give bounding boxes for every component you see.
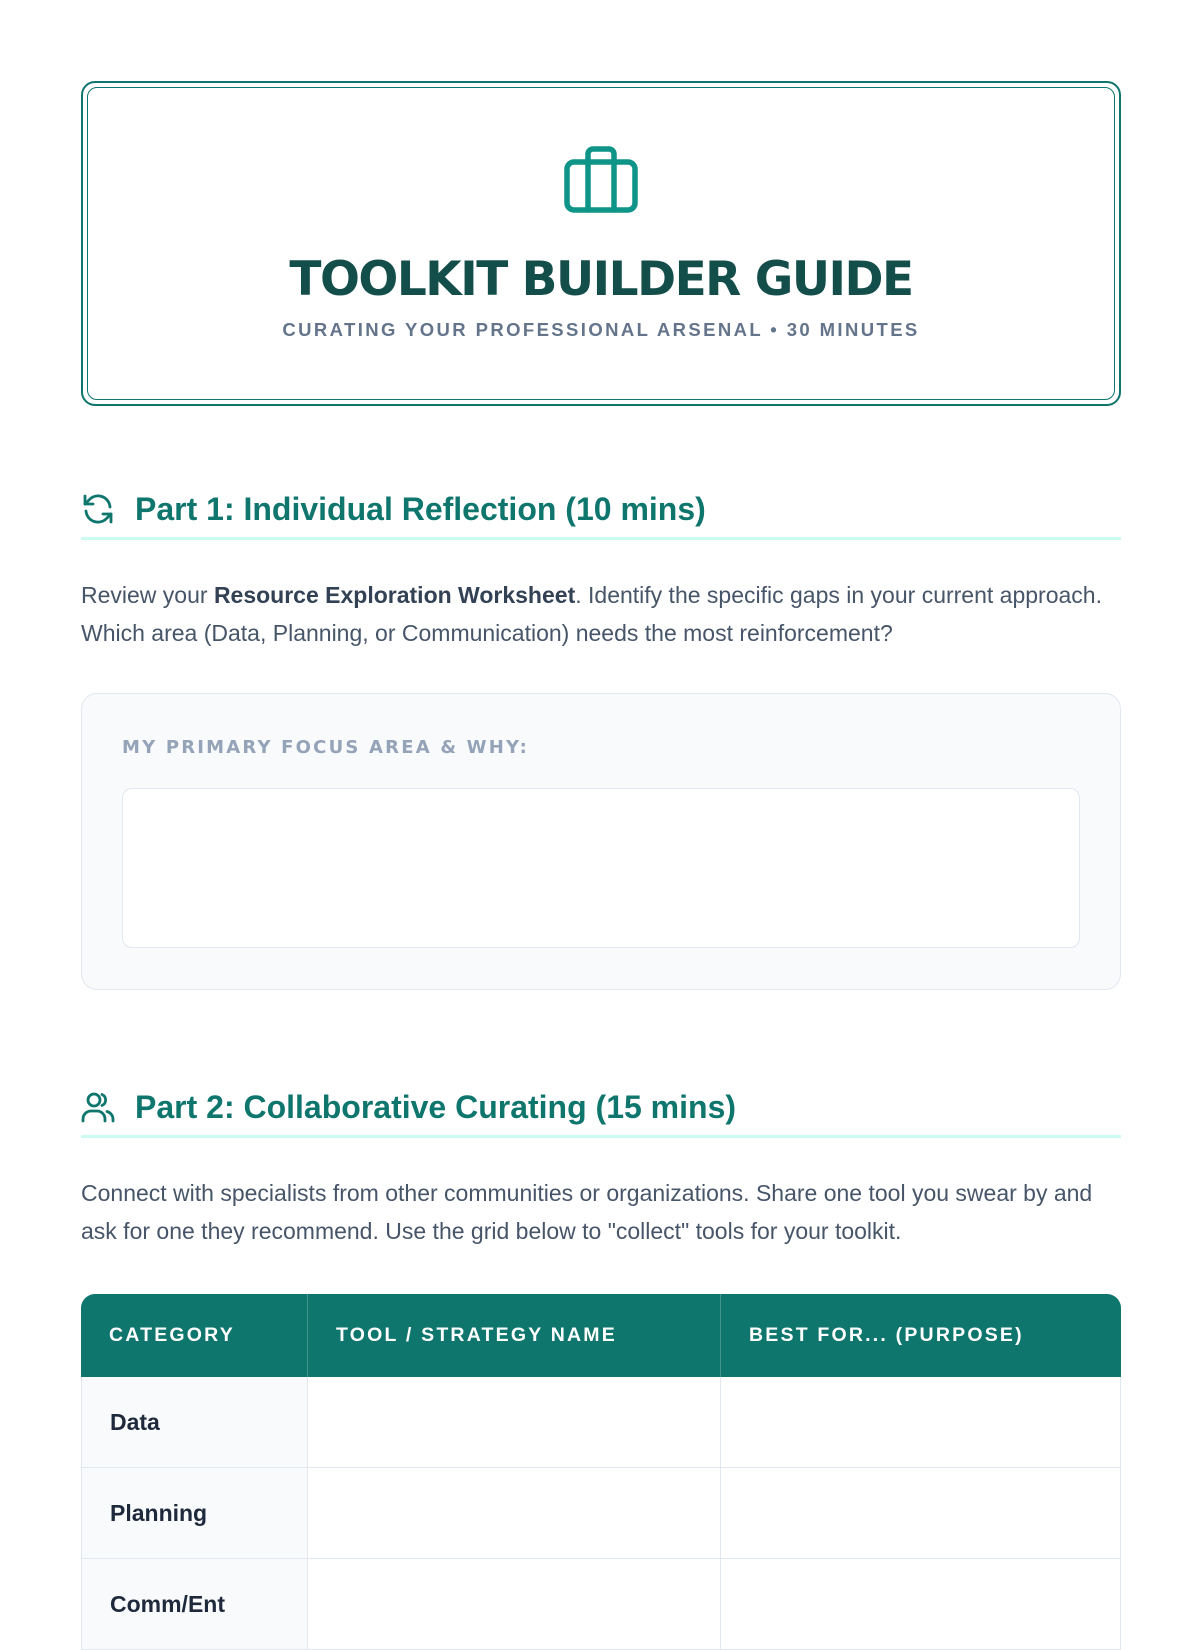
focus-area-box <box>81 693 1121 990</box>
table-row <box>81 1377 1121 1468</box>
part1-title: Part 1: Individual Reflection (10 mins) <box>135 491 706 527</box>
tool-name-cell[interactable] <box>308 1468 721 1559</box>
header-card <box>81 81 1121 406</box>
focus-area-field[interactable] <box>122 788 1080 948</box>
page-subtitle: CURATING YOUR PROFESSIONAL ARSENAL • 30 MINUTES <box>282 319 920 340</box>
category-cell: Planning <box>81 1468 308 1559</box>
table-row <box>81 1559 1121 1650</box>
part1-text-after: . Identify the specific gaps in your current approach. Which area (Data, Planning, or Communication) needs the most reinforcement? <box>81 582 1102 646</box>
part2-section <box>81 1079 1121 1650</box>
part2-heading <box>81 1079 1121 1138</box>
refresh-icon <box>81 492 115 526</box>
briefcase-icon <box>563 145 639 215</box>
column-header-tool: TOOL / STRATEGY NAME <box>308 1294 721 1377</box>
page-title: TOOLKIT BUILDER GUIDE <box>289 252 913 307</box>
column-header-purpose: BEST FOR... (PURPOSE) <box>721 1294 1121 1377</box>
worksheet-name: Resource Exploration Worksheet <box>213 582 576 608</box>
part2-title: Part 2: Collaborative Curating (15 mins) <box>135 1089 737 1125</box>
part1-instructions <box>81 576 1121 652</box>
table-header-row <box>81 1294 1121 1377</box>
users-icon <box>81 1090 115 1124</box>
column-header-category: CATEGORY <box>81 1294 308 1377</box>
purpose-cell[interactable] <box>721 1468 1121 1559</box>
focus-area-label: MY PRIMARY FOCUS AREA & WHY: <box>122 737 530 758</box>
table-row <box>81 1468 1121 1559</box>
category-cell: Comm/Ent <box>81 1559 308 1650</box>
part1-section <box>81 481 1121 990</box>
worksheet-page <box>81 81 1121 1617</box>
tool-name-cell[interactable] <box>308 1377 721 1468</box>
tool-collection-table <box>81 1294 1121 1650</box>
purpose-cell[interactable] <box>721 1377 1121 1468</box>
purpose-cell[interactable] <box>721 1559 1121 1650</box>
tool-name-cell[interactable] <box>308 1559 721 1650</box>
category-cell: Data <box>81 1377 308 1468</box>
part1-text-before: Review your <box>81 582 214 608</box>
part1-heading <box>81 481 1121 540</box>
header-card-inner <box>87 87 1115 400</box>
part2-instructions: Connect with specialists from other communities or organizations. Share one tool you swear by and ask for one they recommend. Use the grid below to "collect" tools for your toolkit. <box>81 1180 1093 1244</box>
